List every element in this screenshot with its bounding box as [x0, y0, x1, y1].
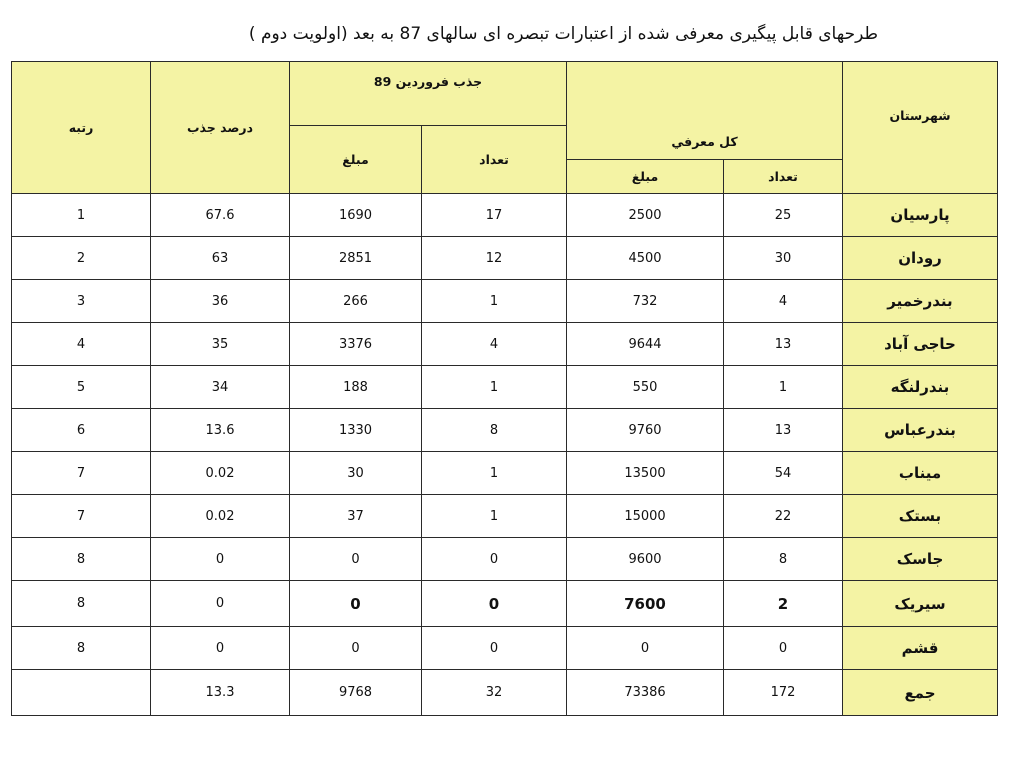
absorb-amount-cell: 188: [290, 366, 422, 409]
absorb-count-cell: 0: [422, 581, 567, 627]
percent-cell: 13.6: [151, 409, 290, 452]
absorb-amount-cell: 3376: [290, 323, 422, 366]
absorb-amount-cell: 2851: [290, 237, 422, 280]
table-row: [12, 409, 998, 452]
percent-cell: 63: [151, 237, 290, 280]
absorb-amount-cell: 0: [290, 627, 422, 670]
absorb-count-header: تعداد: [422, 126, 567, 194]
rank-cell: [12, 670, 151, 716]
total-amount-cell: 13500: [567, 452, 724, 495]
absorb-amount-header: مبلغ: [290, 126, 422, 194]
city-cell: جمع: [843, 670, 998, 716]
total-count-cell: 54: [724, 452, 843, 495]
total-amount-cell: 9760: [567, 409, 724, 452]
total-count-cell: 25: [724, 194, 843, 237]
percent-cell: 13.3: [151, 670, 290, 716]
data-table: [11, 61, 998, 716]
total-count-cell: 4: [724, 280, 843, 323]
total-group-header: کل معرفي: [567, 62, 843, 160]
absorb-amount-cell: 1330: [290, 409, 422, 452]
percent-cell: 0.02: [151, 495, 290, 538]
rank-cell: 8: [12, 581, 151, 627]
absorb-amount-cell: 1690: [290, 194, 422, 237]
city-cell: بندرعباس: [843, 409, 998, 452]
city-cell: میناب: [843, 452, 998, 495]
table-row: [12, 194, 998, 237]
absorb-count-cell: 0: [422, 538, 567, 581]
percent-header: درصد جذب: [151, 62, 290, 194]
absorb-amount-cell: 0: [290, 538, 422, 581]
rank-cell: 2: [12, 237, 151, 280]
rank-cell: 6: [12, 409, 151, 452]
total-amount-cell: 9600: [567, 538, 724, 581]
rank-cell: 8: [12, 538, 151, 581]
absorb-count-cell: 1: [422, 366, 567, 409]
absorb-count-cell: 0: [422, 627, 567, 670]
absorb-count-cell: 1: [422, 452, 567, 495]
table-row: [12, 280, 998, 323]
city-cell: سیریک: [843, 581, 998, 627]
city-cell: رودان: [843, 237, 998, 280]
total-amount-cell: 7600: [567, 581, 724, 627]
table-row: [12, 495, 998, 538]
city-cell: پارسیان: [843, 194, 998, 237]
absorb-amount-cell: 9768: [290, 670, 422, 716]
total-amount-cell: 15000: [567, 495, 724, 538]
percent-cell: 0: [151, 627, 290, 670]
absorb-amount-cell: 30: [290, 452, 422, 495]
absorb-amount-cell: 0: [290, 581, 422, 627]
absorb-count-cell: 8: [422, 409, 567, 452]
rank-cell: 5: [12, 366, 151, 409]
absorb-count-cell: 17: [422, 194, 567, 237]
total-amount-cell: 73386: [567, 670, 724, 716]
absorb-group-header: جذب فروردین 89: [290, 62, 567, 126]
rank-cell: 4: [12, 323, 151, 366]
city-cell: بندرلنگه: [843, 366, 998, 409]
percent-cell: 67.6: [151, 194, 290, 237]
absorb-amount-cell: 37: [290, 495, 422, 538]
rank-cell: 7: [12, 452, 151, 495]
total-amount-header: مبلغ: [567, 160, 724, 194]
total-amount-cell: 550: [567, 366, 724, 409]
city-cell: بندرخمیر: [843, 280, 998, 323]
city-cell: حاجی آباد: [843, 323, 998, 366]
table-row: [12, 452, 998, 495]
total-count-cell: 30: [724, 237, 843, 280]
total-count-cell: 8: [724, 538, 843, 581]
city-cell: بستک: [843, 495, 998, 538]
total-count-cell: 22: [724, 495, 843, 538]
absorb-count-cell: 1: [422, 280, 567, 323]
total-amount-cell: 0: [567, 627, 724, 670]
table-row: [12, 237, 998, 280]
total-count-cell: 0: [724, 627, 843, 670]
absorb-amount-cell: 266: [290, 280, 422, 323]
table-row: [12, 366, 998, 409]
total-amount-cell: 2500: [567, 194, 724, 237]
table-row: [12, 581, 998, 627]
total-count-cell: 13: [724, 323, 843, 366]
rank-cell: 7: [12, 495, 151, 538]
percent-cell: 0: [151, 581, 290, 627]
page-title: طرحهای قابل پیگیری معرفی شده از اعتبارات تبصره ای سالهای 87 به بعد (اولویت دوم ): [248, 24, 878, 44]
absorb-count-cell: 32: [422, 670, 567, 716]
total-count-cell: 172: [724, 670, 843, 716]
total-amount-cell: 4500: [567, 237, 724, 280]
city-cell: قشم: [843, 627, 998, 670]
total-amount-cell: 9644: [567, 323, 724, 366]
percent-cell: 34: [151, 366, 290, 409]
city-cell: جاسک: [843, 538, 998, 581]
rank-cell: 8: [12, 627, 151, 670]
percent-cell: 35: [151, 323, 290, 366]
absorb-count-cell: 4: [422, 323, 567, 366]
total-count-cell: 1: [724, 366, 843, 409]
total-count-cell: 13: [724, 409, 843, 452]
absorb-count-cell: 1: [422, 495, 567, 538]
city-header: شهرستان: [843, 62, 998, 194]
table-row: [12, 538, 998, 581]
percent-cell: 0: [151, 538, 290, 581]
table-row: [12, 323, 998, 366]
rank-header: رتبه: [12, 62, 151, 194]
percent-cell: 0.02: [151, 452, 290, 495]
rank-cell: 1: [12, 194, 151, 237]
table-row: [12, 627, 998, 670]
rank-cell: 3: [12, 280, 151, 323]
absorb-count-cell: 12: [422, 237, 567, 280]
percent-cell: 36: [151, 280, 290, 323]
total-row: [12, 670, 998, 716]
total-count-header: تعداد: [724, 160, 843, 194]
total-count-cell: 2: [724, 581, 843, 627]
total-amount-cell: 732: [567, 280, 724, 323]
